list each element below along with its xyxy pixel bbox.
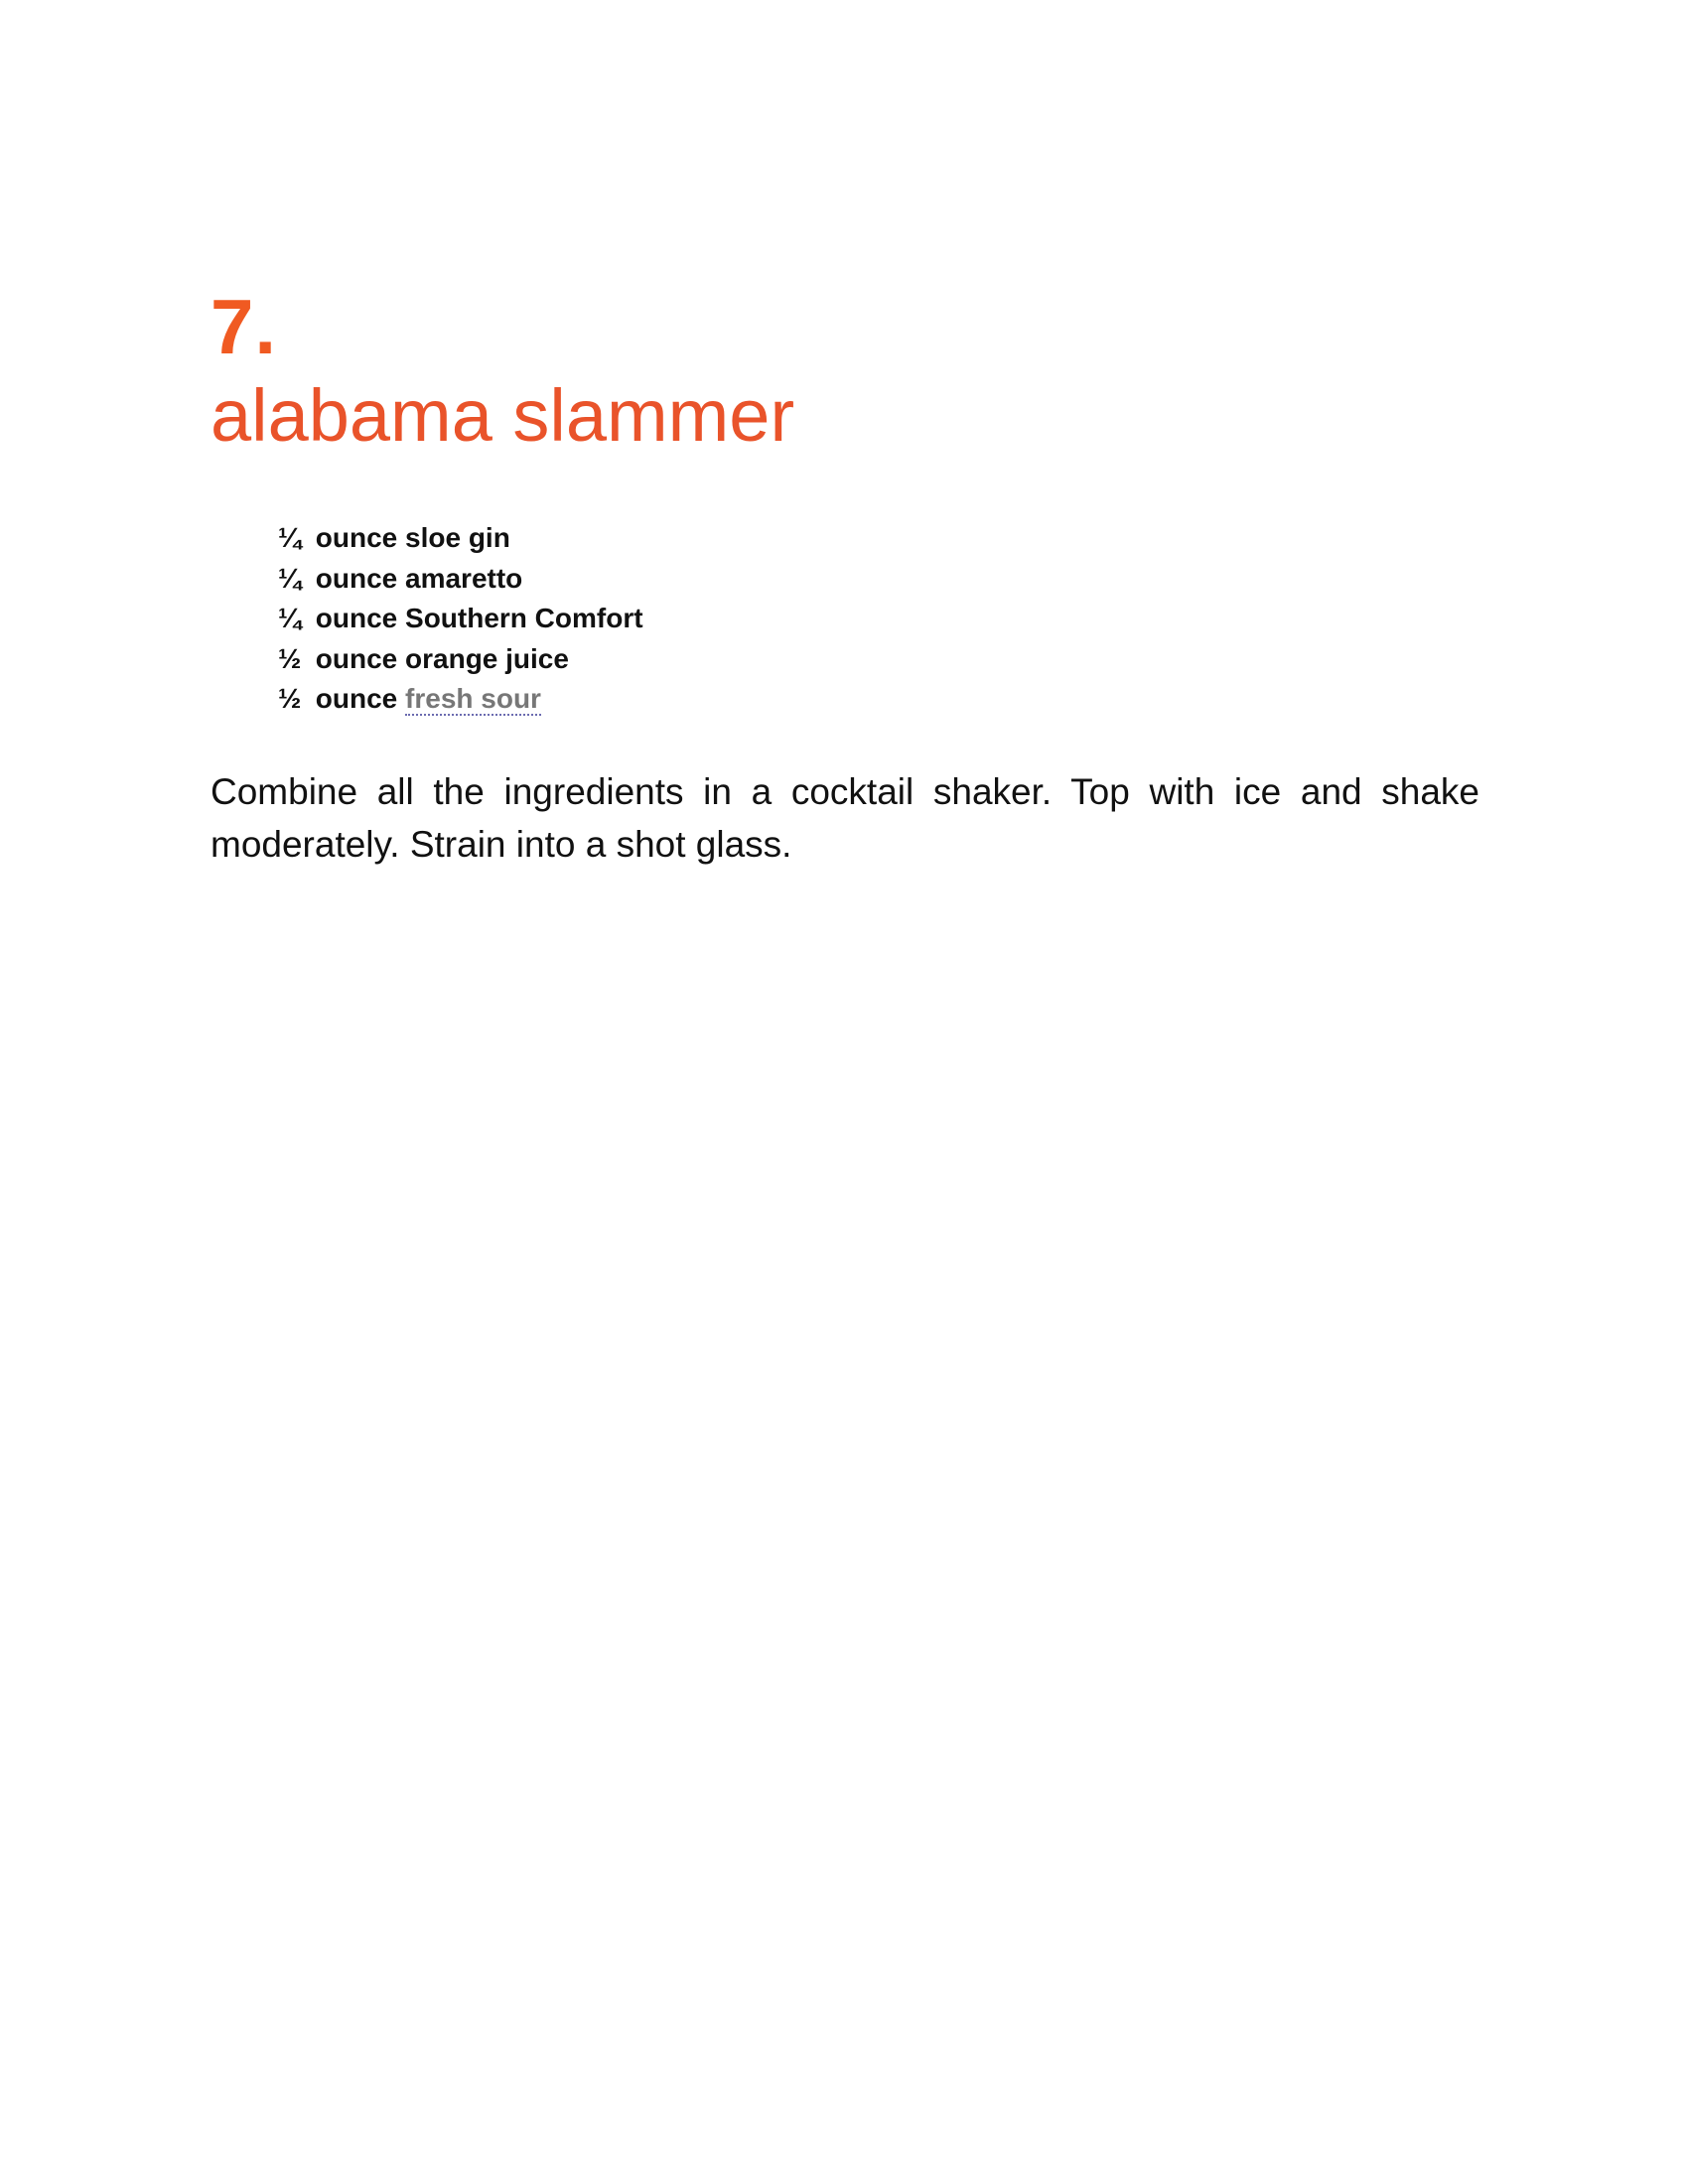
recipe-number: 7. <box>211 283 278 370</box>
fresh-sour-link[interactable]: fresh sour <box>405 683 541 714</box>
ingredient-quantity: ¼ <box>278 562 302 594</box>
ingredient-item <box>278 679 1479 720</box>
ingredient-quantity: ¼ <box>278 522 302 553</box>
recipe-page <box>211 283 1479 871</box>
ingredient-quantity: ½ <box>278 683 302 714</box>
ingredient-quantity: ½ <box>278 642 302 674</box>
ingredient-text: ounce amaretto <box>315 562 523 594</box>
recipe-title: alabama slammer <box>211 374 795 457</box>
ingredient-item <box>278 639 1479 680</box>
ingredient-text: ounce orange juice <box>315 642 569 674</box>
ingredient-item <box>278 559 1479 600</box>
ingredient-quantity: ¼ <box>278 603 302 633</box>
ingredient-item <box>278 599 1479 639</box>
ingredient-text: ounce Southern Comfort <box>315 603 643 633</box>
ingredient-list <box>278 518 1479 720</box>
ingredient-item <box>278 518 1479 559</box>
recipe-instructions: Combine all the ingredients in a cocktail shaker. Top with ice and shake moderately. Strain into a shot glass. <box>211 770 1479 865</box>
ingredient-text: ounce sloe gin <box>315 522 510 553</box>
ingredient-text: ounce <box>315 683 398 714</box>
